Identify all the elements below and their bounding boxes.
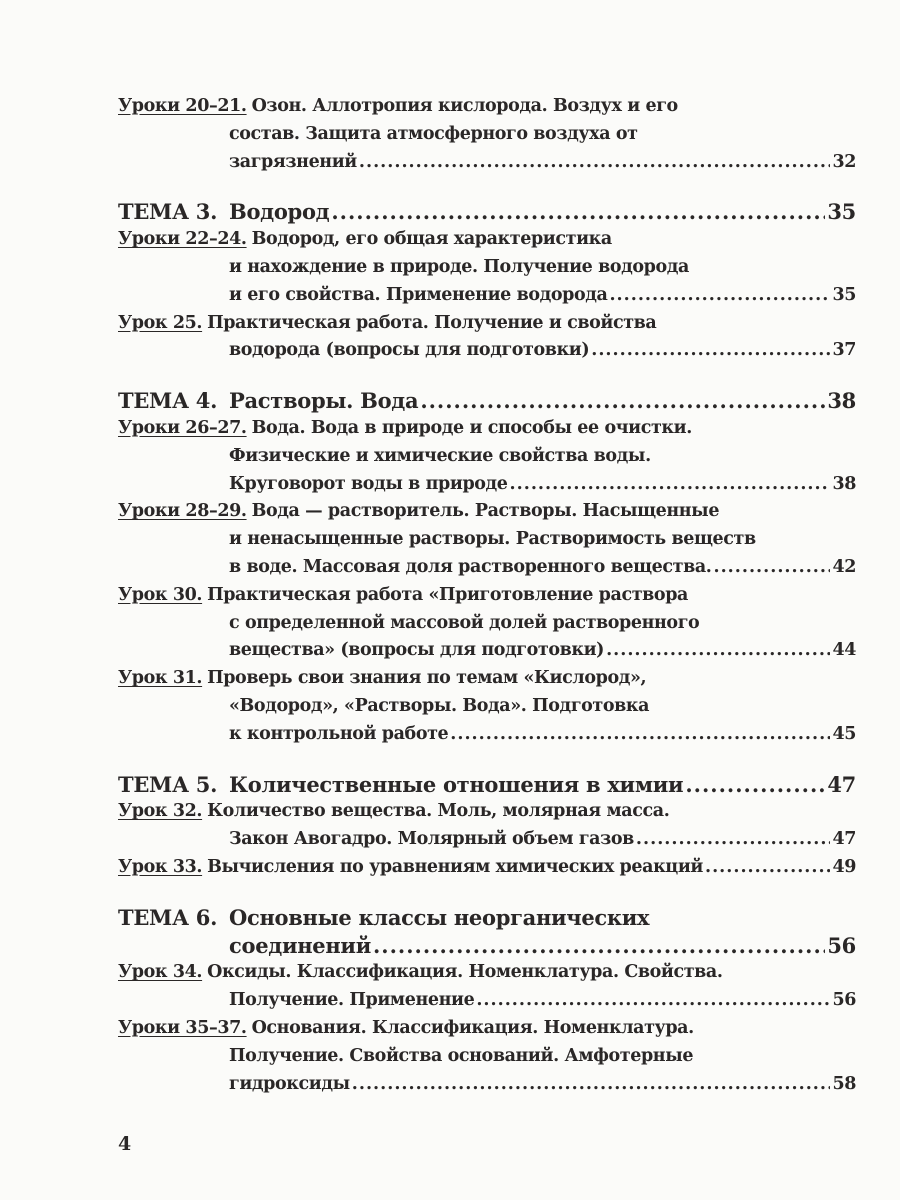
topic-label: ТЕМА 6. bbox=[118, 904, 218, 930]
toc-lesson[interactable] bbox=[118, 1015, 856, 1098]
entry-text: Водород bbox=[229, 199, 330, 225]
lesson-label: Уроки 26–27. bbox=[118, 417, 247, 438]
toc-lesson[interactable] bbox=[118, 665, 856, 748]
toc-line bbox=[118, 1015, 856, 1043]
toc-lesson[interactable] bbox=[118, 226, 856, 309]
toc-line bbox=[118, 798, 856, 826]
entry-page-number: 45 bbox=[832, 723, 856, 744]
dot-leader bbox=[714, 554, 831, 582]
entry-text: состав. Защита атмосферного воздуха от bbox=[229, 123, 638, 144]
topic-label: ТЕМА 4. bbox=[118, 388, 218, 414]
entry-text: Основные классы неорганических bbox=[229, 904, 650, 930]
entry-text: Практическая работа. Получение и свойства bbox=[207, 312, 657, 333]
entry-text: Круговорот воды в природе bbox=[229, 473, 508, 494]
toc-lesson[interactable] bbox=[118, 498, 856, 581]
entry-text: Оксиды. Классификация. Номенклатура. Свойства. bbox=[207, 962, 723, 983]
toc-lesson[interactable] bbox=[118, 310, 856, 366]
toc-line bbox=[118, 987, 856, 1015]
dot-leader bbox=[705, 854, 830, 882]
topic-label: ТЕМА 3. bbox=[118, 199, 218, 225]
entry-text: к контрольной работе bbox=[229, 723, 449, 744]
entry-page-number: 44 bbox=[832, 640, 856, 661]
toc-lesson[interactable] bbox=[118, 798, 856, 854]
entry-text: и нахождение в природе. Получение водорода bbox=[229, 256, 689, 277]
dot-leader bbox=[591, 337, 830, 365]
entry-page-number: 35 bbox=[832, 284, 856, 305]
toc-line bbox=[118, 554, 856, 582]
toc-line bbox=[118, 93, 856, 121]
entry-text: гидроксиды bbox=[229, 1073, 350, 1094]
toc-line bbox=[118, 582, 856, 610]
lesson-label: Урок 33. bbox=[118, 856, 203, 877]
toc-line bbox=[118, 959, 856, 987]
toc-lesson[interactable] bbox=[118, 959, 856, 1015]
toc-line bbox=[118, 337, 856, 365]
toc-line bbox=[118, 121, 856, 149]
dot-leader bbox=[450, 721, 830, 749]
dot-leader bbox=[609, 282, 830, 310]
dot-leader bbox=[331, 198, 825, 226]
entry-text: Озон. Аллотропия кислорода. Воздух и его bbox=[251, 96, 678, 116]
toc-topic[interactable] bbox=[118, 387, 856, 415]
entry-page-number: 47 bbox=[832, 829, 856, 850]
lesson-label: Уроки 22–24. bbox=[118, 229, 247, 250]
entry-text: водорода (вопросы для подготовки) bbox=[229, 340, 590, 361]
toc-line bbox=[118, 904, 856, 932]
entry-text: Вода — растворитель. Растворы. Насыщенные bbox=[251, 501, 720, 522]
toc-line bbox=[118, 387, 856, 415]
entry-text: с определенной массовой долей растворенного bbox=[229, 612, 700, 633]
toc-line bbox=[118, 637, 856, 665]
toc-lesson[interactable] bbox=[118, 415, 856, 498]
dot-leader bbox=[685, 771, 825, 799]
dot-leader bbox=[352, 1071, 831, 1099]
toc-line bbox=[118, 771, 856, 799]
dot-leader bbox=[359, 149, 831, 177]
lesson-label: Уроки 20–21. bbox=[118, 96, 247, 116]
toc-line bbox=[118, 721, 856, 749]
toc-line bbox=[118, 443, 856, 471]
entry-page-number: 38 bbox=[832, 473, 856, 494]
entry-text: Растворы. Вода bbox=[229, 388, 419, 414]
toc-line bbox=[118, 149, 856, 177]
entry-text: Количество вещества. Моль, молярная масса. bbox=[207, 801, 670, 822]
lesson-label: Уроки 28–29. bbox=[118, 501, 247, 522]
lesson-label: Уроки 35–37. bbox=[118, 1017, 247, 1038]
toc-topic[interactable] bbox=[118, 904, 856, 960]
entry-text: Закон Авогадро. Молярный объем газов bbox=[229, 829, 634, 850]
entry-text: Физические и химические свойства воды. bbox=[229, 445, 651, 466]
entry-text: в воде. Массовая доля растворенного вещества. bbox=[229, 556, 712, 577]
toc-line bbox=[118, 415, 856, 443]
entry-text: Практическая работа «Приготовление раствора bbox=[207, 584, 688, 605]
entry-text: Вода. Вода в природе и способы ее очистки. bbox=[251, 417, 692, 438]
toc-line bbox=[118, 226, 856, 254]
toc-line bbox=[118, 254, 856, 282]
dot-leader bbox=[420, 387, 825, 415]
entry-page-number: 35 bbox=[827, 199, 856, 225]
entry-text: Вычисления по уравнениям химических реакций bbox=[207, 856, 703, 877]
entry-text: Водород, его общая характеристика bbox=[251, 229, 612, 250]
dot-leader bbox=[606, 637, 830, 665]
entry-text: Основания. Классификация. Номенклатура. bbox=[251, 1017, 694, 1038]
entry-text: загрязнений bbox=[229, 151, 357, 172]
toc-line bbox=[118, 610, 856, 638]
entry-text: и его свойства. Применение водорода bbox=[229, 284, 608, 305]
entry-text: соединений bbox=[229, 932, 371, 958]
entry-page-number: 42 bbox=[832, 556, 856, 577]
entry-page-number: 37 bbox=[832, 340, 856, 361]
dot-leader bbox=[373, 932, 825, 960]
entry-text: и ненасыщенные растворы. Растворимость веществ bbox=[229, 529, 756, 550]
entry-text: «Водород», «Растворы. Вода». Подготовка bbox=[229, 695, 650, 716]
toc-topic[interactable] bbox=[118, 198, 856, 226]
toc-line bbox=[118, 854, 856, 882]
entry-text: Получение. Применение bbox=[229, 990, 475, 1011]
entry-page-number: 56 bbox=[827, 932, 856, 958]
toc-lesson[interactable] bbox=[118, 582, 856, 665]
toc-lesson[interactable] bbox=[118, 854, 856, 882]
entry-page-number: 38 bbox=[827, 388, 856, 414]
toc-line bbox=[118, 310, 856, 338]
toc-line bbox=[118, 282, 856, 310]
topic-label: ТЕМА 5. bbox=[118, 771, 218, 797]
entry-page-number: 56 bbox=[832, 990, 856, 1011]
toc-line bbox=[118, 198, 856, 226]
page-number: 4 bbox=[118, 1133, 132, 1155]
toc-line bbox=[118, 932, 856, 960]
dot-leader bbox=[510, 471, 831, 499]
lesson-label: Урок 25. bbox=[118, 312, 203, 333]
dot-leader bbox=[636, 826, 831, 854]
toc-line bbox=[118, 498, 856, 526]
toc-line bbox=[118, 526, 856, 554]
entry-page-number: 49 bbox=[832, 856, 856, 877]
lesson-label: Урок 32. bbox=[118, 801, 203, 822]
toc-line bbox=[118, 1043, 856, 1071]
toc-line bbox=[118, 826, 856, 854]
toc-line bbox=[118, 1071, 856, 1099]
lesson-label: Урок 30. bbox=[118, 584, 203, 605]
entry-text: Получение. Свойства оснований. Амфотерные bbox=[229, 1045, 694, 1066]
toc-lesson[interactable] bbox=[118, 93, 856, 176]
entry-text: Проверь свои знания по темам «Кислород», bbox=[207, 668, 647, 689]
toc-topic[interactable] bbox=[118, 771, 856, 799]
entry-text: вещества» (вопросы для подготовки) bbox=[229, 640, 605, 661]
toc-line bbox=[118, 665, 856, 693]
lesson-label: Урок 34. bbox=[118, 962, 203, 983]
dot-leader bbox=[476, 987, 830, 1015]
toc-line bbox=[118, 471, 856, 499]
table-of-contents bbox=[118, 93, 856, 1098]
lesson-label: Урок 31. bbox=[118, 668, 203, 689]
entry-page-number: 47 bbox=[827, 771, 856, 797]
entry-page-number: 32 bbox=[832, 151, 856, 172]
toc-line bbox=[118, 693, 856, 721]
entry-text: Количественные отношения в химии bbox=[229, 771, 684, 797]
entry-page-number: 58 bbox=[832, 1073, 856, 1094]
